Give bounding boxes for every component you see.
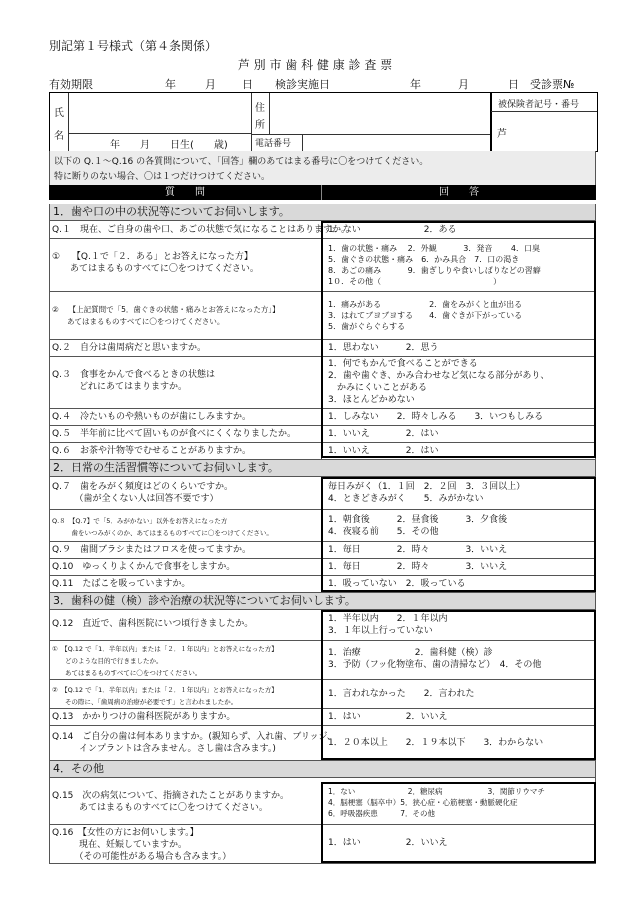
answer-options[interactable]: 1．歯の状態・痛み 2．外観 3．発音 4．口臭 5．歯ぐきの状態・痛み 6．かみ具合 7．口の渇き 8．あごの痛み 9．歯ぎしりや食いしばりなどの習癖 1０．その他（ ） bbox=[328, 244, 541, 286]
question-text: Q.６ お茶や汁物等でむせることがありますか。 bbox=[52, 446, 251, 456]
instructions bbox=[49, 151, 596, 185]
page-title: 芦 別 市 歯 科 健 康 診 査 票 bbox=[237, 58, 393, 72]
column-header-bar bbox=[49, 185, 596, 200]
question-text: Q.８ 【Q.7】で「5．みがかない」以外をお答えになった方 歯をいつみがくのか、あてはまるものすべてに〇をつけてください。 bbox=[52, 517, 273, 537]
question-text: Q.９ 歯間ブラシまたはフロスを使ってますか。 bbox=[52, 545, 251, 555]
answer-options[interactable]: 1．毎日 2．時々 3．いいえ bbox=[328, 545, 508, 555]
name-label-2: 名 bbox=[54, 131, 64, 142]
exam-day: 日 bbox=[508, 78, 519, 91]
insured-number-label: 被保険者記号・番号 bbox=[498, 100, 580, 110]
question-row-q3 bbox=[49, 357, 596, 409]
instruction-line-2: 特に断りのない場合、〇は１つだけつけてください。 bbox=[54, 172, 271, 182]
question-row-q12-sub1 bbox=[49, 641, 596, 680]
question-text: ② 【上記質問で「5．歯ぐきの状態・痛みとお答えになった方」】 あてはまるものすべてに〇をつけてください。 bbox=[52, 305, 280, 326]
ashi-prefix: 芦 bbox=[497, 129, 507, 140]
answer-options[interactable]: 1．吸っていない 2．吸っている bbox=[328, 579, 466, 589]
phone-label: 電話番号 bbox=[255, 139, 292, 149]
section-2-header: 2．日常の生活習慣等についてお伺いします。 bbox=[49, 460, 596, 477]
question-row-q1-sub1 bbox=[49, 239, 596, 292]
question-text: Q.３ 食事をかんで食べるときの状態は どれにあてはまりますか。 bbox=[52, 370, 215, 392]
answer-options[interactable]: 1．痛みがある 2．歯をみがくと血が出る 3．はれてブヨブヨする 4．歯ぐきが下がっている 5．歯がぐらぐらする bbox=[328, 300, 523, 331]
answer-options[interactable]: 1．いいえ 2．はい bbox=[328, 429, 439, 439]
question-row-q9 bbox=[49, 542, 596, 559]
question-row-q1 bbox=[49, 221, 596, 239]
question-row-q16 bbox=[49, 825, 596, 864]
question-text: Q.７ 歯をみがく頻度はどのくらいですか。 （歯が全くない人は回答不要です） bbox=[52, 482, 233, 504]
question-text: Q.５ 半年前に比べて固いものが食べにくくなりましたか。 bbox=[52, 429, 296, 439]
question-text: Q.13 かかりつけの歯科医院がありますか。 bbox=[52, 712, 236, 722]
question-text: Q.４ 冷たいものや熱いものが歯にしみますか。 bbox=[52, 412, 251, 422]
address-label-1: 住 bbox=[255, 103, 265, 114]
answer-options[interactable]: 1．はい 2．いいえ bbox=[328, 838, 448, 848]
question-row-q10 bbox=[49, 559, 596, 576]
answer-options[interactable]: 1．思わない 2．思う bbox=[328, 343, 439, 353]
question-text: Q.11 たばこを吸っていますか。 bbox=[52, 579, 191, 589]
question-text: ② 【Q.12 で「1．半年以内」または「２．１年以内」とお答えになった方】 その際に、「歯周病の治療が必要です」と言われましたか。 bbox=[52, 686, 278, 706]
question-text: Q.２ 自分は歯周病だと思いますか。 bbox=[52, 343, 206, 353]
question-text: Q.16 【女性の方にお伺いします。】 現在、妊娠していますか。 （その可能性がある場合も含みます。） bbox=[52, 828, 232, 862]
answer-options[interactable]: 1．何でもかんで食べることができる 2．歯や歯ぐき、かみ合わせなど気になる部分があり、 かみにくいことがある 3．ほとんどかめない bbox=[328, 359, 550, 405]
question-row-q8 bbox=[49, 510, 596, 542]
exam-date-label: 検診実施日 bbox=[275, 78, 330, 91]
exam-month: 月 bbox=[458, 78, 469, 91]
question-text: Q.10 ゆっくりよくかんで食事をしますか。 bbox=[52, 562, 236, 572]
answer-options[interactable]: 毎日みがく（1．１回 2．２回 3．３回以上） 4．ときどきみがく 5．みがかない bbox=[328, 482, 526, 504]
question-row-q2 bbox=[49, 340, 596, 357]
address-label-2: 所 bbox=[255, 120, 265, 131]
question-row-q4 bbox=[49, 409, 596, 426]
question-text: Q.１ 現在、ご自身の歯や口、あごの状態で気になることはありますか。 bbox=[52, 225, 350, 235]
question-column-header: 質 問 bbox=[165, 187, 205, 198]
answer-options[interactable]: 1．治療 2．歯科健（検）診 3．予防（フッ化物塗布、歯の清掃など） 4．その他 bbox=[328, 648, 542, 670]
question-row-q13 bbox=[49, 709, 596, 726]
answer-options[interactable]: 1．いいえ 2．はい bbox=[328, 446, 439, 456]
valid-label: 有効期限 bbox=[49, 78, 93, 91]
form-number: 別記第１号様式（第４条関係） bbox=[49, 39, 218, 53]
section-1-header: 1．歯や口の中の状況等についてお伺いします。 bbox=[49, 204, 596, 221]
valid-month: 月 bbox=[205, 78, 216, 91]
answer-options[interactable]: 1．半年以内 2．１年以内 3．１年以上行っていない bbox=[328, 614, 448, 636]
answer-options[interactable]: 1．言われなかった 2．言われた bbox=[328, 689, 475, 699]
section-4-header: 4．その他 bbox=[49, 761, 596, 778]
name-label-1: 氏 bbox=[54, 108, 64, 119]
answer-options[interactable]: 1．朝食後 2．昼食後 3．夕食後 4．夜寝る前 5．その他 bbox=[328, 515, 508, 537]
answer-options[interactable]: 1．毎日 2．時々 3．いいえ bbox=[328, 562, 508, 572]
answer-options[interactable]: 1．はい 2．いいえ bbox=[328, 712, 448, 722]
question-text: Q.12 直近で、歯科医院にいつ頃行きましたか。 bbox=[52, 619, 254, 629]
receipt-label: 受診票№ bbox=[530, 78, 575, 91]
question-text: ① 【Q.１で「２．ある」とお答えになった方】 あてはまるものすべてに〇をつけてください。 bbox=[52, 252, 259, 274]
exam-year: 年 bbox=[410, 78, 421, 91]
answer-options[interactable]: 1．ない 2．糖尿病 3．関節リウマチ 4．脳梗塞（脳卒中）5．狭心症・心筋梗塞・動脈硬化症 6．呼吸器疾患 7．その他 bbox=[328, 787, 545, 818]
question-row-q14 bbox=[49, 726, 596, 761]
question-row-q7 bbox=[49, 477, 596, 510]
instruction-line-1: 以下の Q.１～Q.16 の各質問について、「回答」欄のあてはまる番号に〇をつけてください。 bbox=[54, 157, 429, 167]
answer-options[interactable]: 1．２０本以上 2．１９本以下 3．わからない bbox=[328, 738, 544, 748]
question-row-q11 bbox=[49, 576, 596, 593]
answer-options[interactable]: 1．しみない 2．時々しみる 3．いつもしみる bbox=[328, 412, 544, 422]
question-row-q5 bbox=[49, 426, 596, 443]
question-row-q12-sub2 bbox=[49, 680, 596, 709]
personal-info-box bbox=[49, 92, 598, 152]
valid-year: 年 bbox=[165, 78, 176, 91]
question-row-q1-sub2 bbox=[49, 292, 596, 340]
section-3-header: 3．歯科の健（検）診や治療の状況等についてお伺いします。 bbox=[49, 593, 596, 610]
valid-day: 日 bbox=[242, 78, 253, 91]
question-text: Q.14 ご自分の歯は何本ありますか。(親知らず、入れ歯、ブリッジ、 インプラントは含みません。さし歯は含みます。) bbox=[52, 732, 336, 754]
birthdate-field[interactable]: 年 月 日生( 歳) bbox=[110, 140, 228, 151]
question-text: ① 【Q.12 で「1．半年以内」または「２．１年以内」とお答えになった方】 どのような目的で行きましたか。 あてはまるものすべてに〇をつけてください。 bbox=[52, 645, 278, 677]
question-text: Q.15 次の病気について、指摘されたことがありますか。 あてはまるものすべてに〇をつけてください。 bbox=[52, 791, 290, 813]
question-row-q15 bbox=[49, 782, 596, 825]
question-row-q6 bbox=[49, 443, 596, 460]
answer-options[interactable]: 1．ない 2．ある bbox=[328, 225, 457, 235]
question-row-q12 bbox=[49, 610, 596, 641]
answer-column-header: 回 答 bbox=[439, 187, 479, 198]
